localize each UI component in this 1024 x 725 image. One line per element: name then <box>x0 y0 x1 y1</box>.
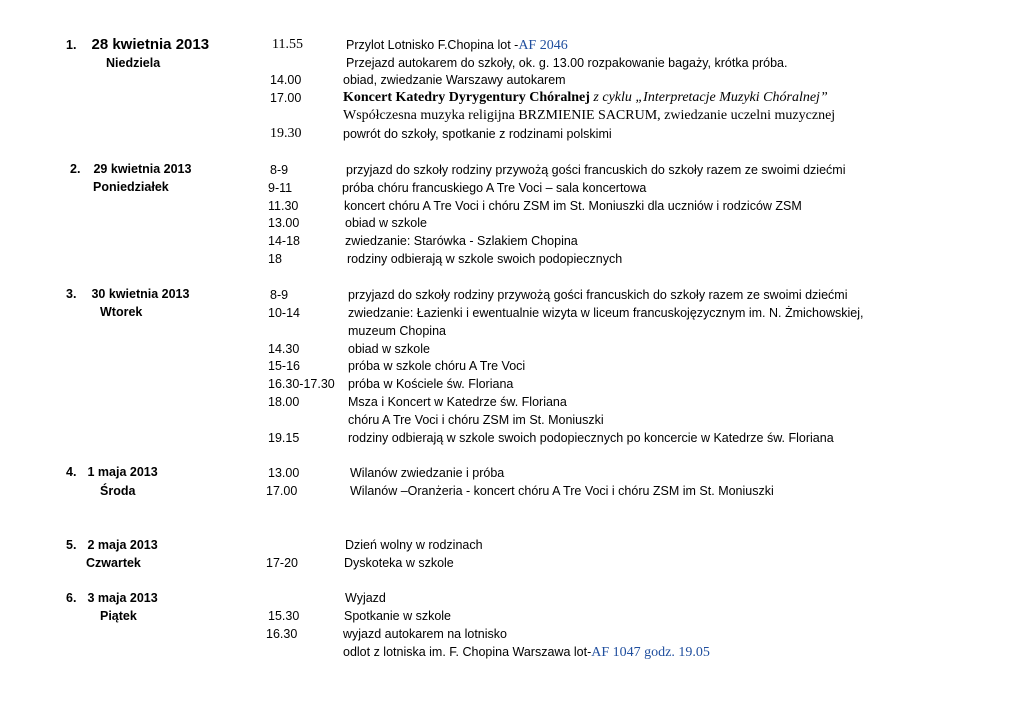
day-6-heading <box>66 591 158 605</box>
activity: obiad w szkole <box>345 216 427 230</box>
activity: Spotkanie w szkole <box>344 609 452 623</box>
time: 11.30 <box>268 199 299 213</box>
activity: Koncert Katedry Dyrygentury Chóralnej z cyklu „Interpretacje Muzyki Chóralnej” <box>343 90 828 105</box>
day-number: 1. <box>66 38 77 52</box>
activity: przyjazd do szkoły rodziny przywożą gości francuskich do szkoły razem ze swoimi dziećmi <box>346 163 846 177</box>
time: 16.30-17.30 <box>268 377 335 391</box>
day-number: 5. <box>66 538 77 552</box>
activity: próba chóru francuskiego A Tre Voci – sala koncertowa <box>342 181 647 195</box>
day-2-heading <box>70 162 191 176</box>
activity: Msza i Koncert w Katedrze św. Floriana <box>348 395 567 409</box>
activity: Wilanów –Oranżeria - koncert chóru A Tre Voci i chóru ZSM im St. Moniuszki <box>350 484 774 498</box>
day-weekday: Wtorek <box>100 305 143 319</box>
time: 10-14 <box>268 306 300 320</box>
time: 17.00 <box>270 91 302 105</box>
activity: Dzień wolny w rodzinach <box>345 538 483 552</box>
activity: odlot z lotniska im. F. Chopina Warszawa lot-AF 1047 godz. 19.05 <box>343 645 710 660</box>
time: 16.30 <box>266 627 298 641</box>
time: 17.00 <box>266 484 298 498</box>
time: 8-9 <box>270 288 289 302</box>
time: 14.00 <box>270 73 302 87</box>
activity: obiad w szkole <box>348 342 430 356</box>
day-date: 28 kwietnia 2013 <box>91 36 210 53</box>
activity: powrót do szkoły, spotkanie z rodzinami polskimi <box>343 127 612 141</box>
time: 8-9 <box>270 163 289 177</box>
time: 13.00 <box>268 216 300 230</box>
day-4-heading <box>66 465 158 479</box>
day-date: 29 kwietnia 2013 <box>93 162 192 176</box>
time: 19.30 <box>270 126 302 141</box>
activity: zwiedzanie: Starówka - Szlakiem Chopina <box>345 234 578 248</box>
time: 15.30 <box>268 609 300 623</box>
time: 17-20 <box>266 556 298 570</box>
activity: Współczesna muzyka religijna BRZMIENIE SACRUM, zwiedzanie uczelni muzycznej <box>343 108 836 123</box>
day-date: 1 maja 2013 <box>87 465 158 479</box>
activity: rodziny odbierają w szkole swoich podopiecznych <box>347 252 623 266</box>
day-date: 2 maja 2013 <box>87 538 158 552</box>
activity: rodziny odbierają w szkole swoich podopiecznych po koncercie w Katedrze św. Floriana <box>348 431 834 445</box>
activity: Przylot Lotnisko F.Chopina lot -AF 2046 <box>346 38 568 53</box>
time: 14-18 <box>268 234 300 248</box>
day-number: 2. <box>70 162 81 176</box>
day-date: 30 kwietnia 2013 <box>91 287 190 301</box>
day-number: 3. <box>66 287 77 301</box>
activity: Wilanów zwiedzanie i próba <box>350 466 505 480</box>
activity: wyjazd autokarem na lotnisko <box>343 627 507 641</box>
activity: Wyjazd <box>345 591 386 605</box>
time: 13.00 <box>268 466 300 480</box>
day-weekday: Środa <box>100 484 136 498</box>
time: 14.30 <box>268 342 300 356</box>
day-date: 3 maja 2013 <box>87 591 158 605</box>
time: 18.00 <box>268 395 300 409</box>
day-5-heading <box>66 538 158 552</box>
day-number: 6. <box>66 591 77 605</box>
day-weekday: Piątek <box>100 609 137 623</box>
activity: przyjazd do szkoły rodziny przywożą gości francuskich do szkoły razem ze swoimi dziećmi <box>348 288 848 302</box>
activity: koncert chóru A Tre Voci i chóru ZSM im St. Moniuszki dla uczniów i rodziców ZSM <box>344 199 802 213</box>
day-weekday: Czwartek <box>86 556 141 570</box>
time: 9-11 <box>268 181 293 195</box>
time: 11.55 <box>272 37 303 52</box>
day-3-heading <box>66 287 189 301</box>
activity: obiad, zwiedzanie Warszawy autokarem <box>343 73 566 87</box>
day-number: 4. <box>66 465 77 479</box>
day-weekday: Niedziela <box>106 56 161 70</box>
activity: Przejazd autokarem do szkoły, ok. g. 13.00 rozpakowanie bagaży, krótka próba. <box>346 56 788 70</box>
time: 19.15 <box>268 431 300 445</box>
time: 18 <box>268 252 282 266</box>
activity: chóru A Tre Voci i chóru ZSM im St. Moniuszki <box>348 413 604 427</box>
day-weekday: Poniedziałek <box>93 180 169 194</box>
activity: zwiedzanie: Łazienki i ewentualnie wizyta w liceum francuskojęzycznym im. N. Żmichowskiej, <box>348 306 864 320</box>
activity: Dyskoteka w szkole <box>344 556 454 570</box>
activity: próba w Kościele św. Floriana <box>348 377 514 391</box>
day-1-heading <box>66 36 209 53</box>
activity: próba w szkole chóru A Tre Voci <box>348 359 526 373</box>
activity: muzeum Chopina <box>348 324 446 338</box>
time: 15-16 <box>268 359 300 373</box>
